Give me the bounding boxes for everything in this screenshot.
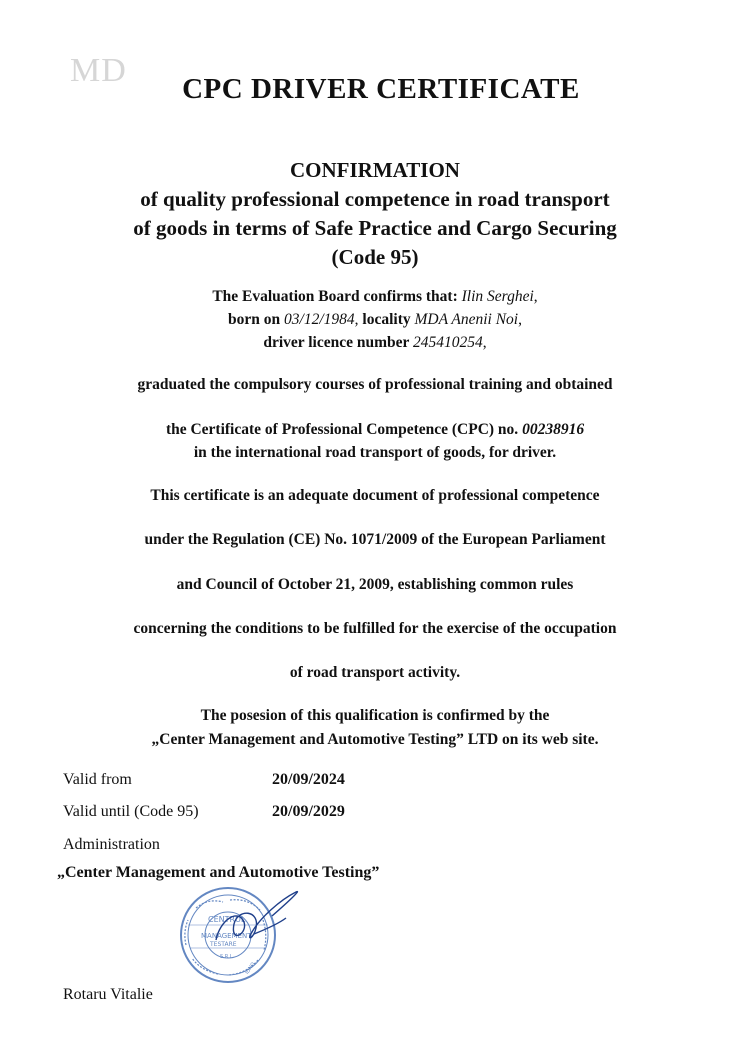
- confirmation-line-2: „Center Management and Automotive Testing” LTD on its web site.: [151, 731, 599, 748]
- heading-confirmation: CONFIRMATION: [290, 158, 460, 182]
- svg-text:IDNO: IDNO: [244, 961, 257, 976]
- licence-label: driver licence number: [263, 334, 414, 351]
- locality-value: MDA Anenii Noi: [414, 311, 519, 328]
- valid-from-label: Valid from: [63, 771, 132, 788]
- paragraph-line-3: and Council of October 21, 2009, establishing common rules: [176, 576, 574, 593]
- svg-text:MANAGEMENT: MANAGEMENT: [201, 932, 252, 940]
- holder-name: Ilin Serghei: [461, 288, 534, 305]
- svg-text:S.R.L.: S.R.L.: [220, 954, 235, 960]
- valid-until-label: Valid until (Code 95): [63, 803, 199, 820]
- paragraph-line-5: of road transport activity.: [289, 664, 461, 681]
- international-text: in the international road transport of goods, for driver.: [193, 444, 557, 461]
- graduated-text: graduated the compulsory courses of professional training and obtained: [137, 376, 613, 393]
- paragraph-line-1: This certificate is an adequate document of professional competence: [150, 487, 600, 504]
- administration-label: Administration: [63, 836, 160, 853]
- licence-number: 245410254: [413, 334, 483, 351]
- valid-until-value: 20/09/2029: [272, 803, 345, 820]
- cpc-line: [0, 421, 750, 439]
- paragraph-line-2: under the Regulation (CE) No. 1071/2009 of the European Parliament: [144, 531, 606, 548]
- cpc-number: 00238916: [522, 421, 585, 438]
- holder-name-line: The Evaluation Board confirms that: Ilin Serghei,: [212, 288, 538, 305]
- confirms-label: The Evaluation Board confirms that:: [212, 288, 462, 305]
- birth-locality-line: born on 03/12/1984, locality MDA Anenii Noi,: [228, 311, 522, 328]
- cpc-label: the Certificate of Professional Competence (CPC) no.: [165, 421, 523, 438]
- svg-text:TESTARE: TESTARE: [210, 941, 237, 948]
- official-stamp-with-signature: [168, 880, 313, 990]
- heading-line-2: of quality professional competence in road transport: [140, 187, 610, 211]
- signatory-name: Rotaru Vitalie: [63, 986, 153, 1003]
- heading-line-3: of goods in terms of Safe Practice and Cargo Securing: [133, 216, 617, 240]
- paragraph-line-4: concerning the conditions to be fulfilled for the exercise of the occupation: [133, 620, 617, 637]
- svg-text:CENTRUL: CENTRUL: [208, 915, 246, 924]
- administration-company: „Center Management and Automotive Testing”: [57, 864, 380, 881]
- heading-code: (Code 95): [331, 245, 419, 269]
- locality-label: locality: [362, 311, 415, 328]
- birth-date: 03/12/1984: [284, 311, 355, 328]
- born-label: born on: [228, 311, 285, 328]
- confirmation-line-1: The posesion of this qualification is confirmed by the: [200, 707, 550, 724]
- document-title: CPC DRIVER CERTIFICATE: [182, 73, 580, 105]
- licence-line: driver licence number 245410254,: [263, 334, 487, 351]
- valid-from-value: 20/09/2024: [272, 771, 345, 788]
- country-code-watermark: MD: [70, 52, 127, 89]
